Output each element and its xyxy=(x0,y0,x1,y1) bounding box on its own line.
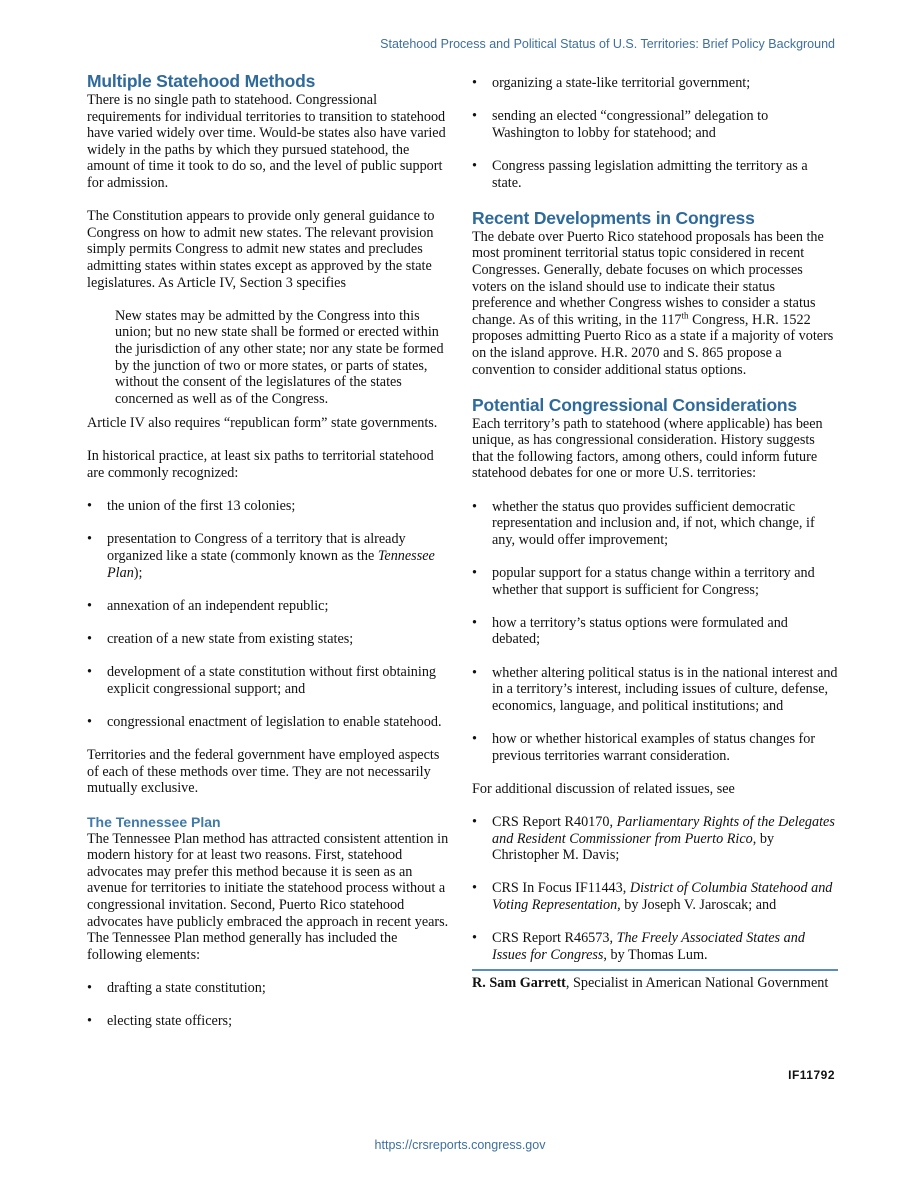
bullet-icon: • xyxy=(472,664,477,681)
bullet-icon: • xyxy=(472,880,477,897)
reference-title[interactable]: District of Columbia Statehood and Voting Representation xyxy=(492,880,833,913)
references-list xyxy=(472,814,838,963)
paragraph-constitution: The Constitution appears to provide only general guidance to Congress on how to admit new states. The relevant provision simply permits Congress to admit new states and precludes admitting states within states except as approved by the state legislatures. As Article IV, Section 3 specifies xyxy=(87,208,435,291)
heading-recent-developments: Recent Developments in Congress xyxy=(472,207,755,228)
reference-title[interactable]: Parliamentary Rights of the Delegates and Resident Commissioner from Puerto Rico xyxy=(492,813,835,847)
list-item: • annexation of an independent republic; xyxy=(87,597,329,614)
list-item: • creation of a new state from existing states; xyxy=(87,631,354,647)
reference-title[interactable]: The Freely Associated States and Issues for Congress xyxy=(492,930,805,963)
bullet-icon: • xyxy=(472,108,477,125)
bullet-icon: • xyxy=(472,930,477,947)
list-item: • sending an elected “congressional” delegation to Washington to lobby for statehood; and xyxy=(472,108,769,141)
elements-list-continued xyxy=(472,75,838,191)
paragraph-six-paths: In historical practice, at least six paths to territorial statehood are commonly recognized: xyxy=(87,448,434,482)
bullet-icon: • xyxy=(87,531,92,548)
reference-item: • CRS Report R40170, Parliamentary Rights of the Delegates and Resident Commissioner from Puerto Rico, by Christopher M. Davis; xyxy=(472,813,835,864)
footer-url[interactable]: https://crsreports.congress.gov xyxy=(374,1138,546,1152)
list-item: • development of a state constitution without first obtaining explicit congressional support; and xyxy=(87,664,437,697)
reference-item: • CRS In Focus IF11443, District of Columbia Statehood and Voting Representation, by Joseph V. Jaroscak; and xyxy=(472,880,833,913)
list-item: • whether altering political status is in the national interest and in a territory’s interest, including issues of culture, defense, economics, language, and political institutions; and xyxy=(472,664,838,714)
bullet-icon: • xyxy=(87,979,92,996)
list-item: • whether the status quo provides sufficient democratic representation and inclusion and, if not, which change, if any, would offer improvement; xyxy=(472,498,815,548)
heading-multiple-statehood-methods: Multiple Statehood Methods xyxy=(87,71,316,91)
factors-list xyxy=(472,499,838,765)
list-item: • how a territory’s status options were formulated and debated; xyxy=(472,614,788,648)
paragraph-intro: There is no single path to statehood. Congressional requirements for individual territories to transition to statehood have varied widely over time. Would-be states also have varied widely in the paths by which they pursued statehood, the amount of time it took to do so, and the level of public support for admission. xyxy=(87,92,446,191)
bullet-icon: • xyxy=(472,614,477,631)
bullet-icon: • xyxy=(472,730,477,747)
list-item: • how or whether historical examples of status changes for previous territories warrant consideration. xyxy=(472,730,816,764)
heading-tennessee-plan: The Tennessee Plan xyxy=(87,813,221,830)
list-item: • the union of the first 13 colonies; xyxy=(87,498,296,515)
reference-item: • CRS Report R46573, The Freely Associated States and Issues for Congress, by Thomas Lum. xyxy=(472,930,805,963)
bullet-icon: • xyxy=(87,498,92,515)
author-name: R. Sam Garrett xyxy=(472,975,566,992)
tennessee-plan-term: Tennessee Plan xyxy=(107,548,435,581)
list-item: • organizing a state-like territorial government; xyxy=(472,75,751,91)
paragraph-considerations: Each territory’s path to statehood (where applicable) has been unique, as has congressional consideration. History suggests that the following factors, among others, could inform future statehood debates for one or more U.S. territories: xyxy=(472,415,823,482)
report-id: IF11792 xyxy=(788,1068,835,1082)
constitution-quote: New states may be admitted by the Congress into this union; but no new state shall be formed or erected within the jurisdiction of any other state; nor any state be formed by the junction of two or more states, or parts of states, without the consent of the legislatures of the states concerned as well as of the Congress. xyxy=(115,307,444,407)
heading-potential-considerations: Potential Congressional Considerations xyxy=(472,394,797,415)
author-title: , Specialist in American National Government xyxy=(565,975,829,992)
list-item: • drafting a state constitution; xyxy=(87,979,266,996)
bullet-icon: • xyxy=(472,75,477,91)
list-item: • congressional enactment of legislation to enable statehood. xyxy=(87,713,442,730)
left-column xyxy=(87,71,449,1046)
author-block xyxy=(472,975,838,992)
elements-list xyxy=(87,980,449,1030)
bullet-icon: • xyxy=(472,498,477,515)
author-divider xyxy=(472,969,838,971)
right-column xyxy=(472,71,838,992)
bullet-icon: • xyxy=(87,631,92,647)
paragraph-recent-developments: The debate over Puerto Rico statehood proposals has been the most prominent territorial status topic considered in recent Congresses. Generally, debate focuses on which processes voters on the island should use to indicate their status preference and whether Congress wishes to consider a status change. As of this writing, in the 117th Congress, H.R. 1522 proposes admitting Puerto Rico as a state if a majority of voters on the island approve. H.R. 2070 and S. 865 propose a convention to consider additional status options. xyxy=(472,228,834,378)
paths-list xyxy=(87,498,449,730)
list-item: • electing state officers; xyxy=(87,1013,233,1030)
paragraph-additional-discussion: For additional discussion of related issues, see xyxy=(472,780,735,797)
bullet-icon: • xyxy=(87,597,92,614)
bullet-icon: • xyxy=(87,713,92,730)
bullet-icon: • xyxy=(472,565,477,582)
bullet-icon: • xyxy=(87,1013,92,1030)
list-item: • popular support for a status change within a territory and whether that support is sufficient for Congress; xyxy=(472,565,815,598)
paragraph-tennessee-plan: The Tennessee Plan method has attracted consistent attention in modern history for at least two reasons. First, statehood advocates may prefer this method because it is seen as an avenue for territories to initiate the statehood process without a congressional invitation. Second, Puerto Rico statehood advocates have publicly embraced the approach in recent years. The Tennessee Plan method generally has included the following elements: xyxy=(87,830,449,963)
paragraph-republican-form: Article IV also requires “republican form” state governments. xyxy=(87,415,438,432)
list-item: • Congress passing legislation admitting the territory as a state. xyxy=(472,157,808,191)
bullet-icon: • xyxy=(472,157,477,174)
paragraph-methods-employed: Territories and the federal government have employed aspects of each of these methods over time. They are not necessarily mutually exclusive. xyxy=(87,747,440,797)
list-item: • presentation to Congress of a territory that is already organized like a state (commonly known as the Tennessee Plan); xyxy=(87,531,435,581)
bullet-icon: • xyxy=(472,813,477,830)
running-header: Statehood Process and Political Status of U.S. Territories: Brief Policy Background xyxy=(380,37,835,51)
bullet-icon: • xyxy=(87,664,92,681)
